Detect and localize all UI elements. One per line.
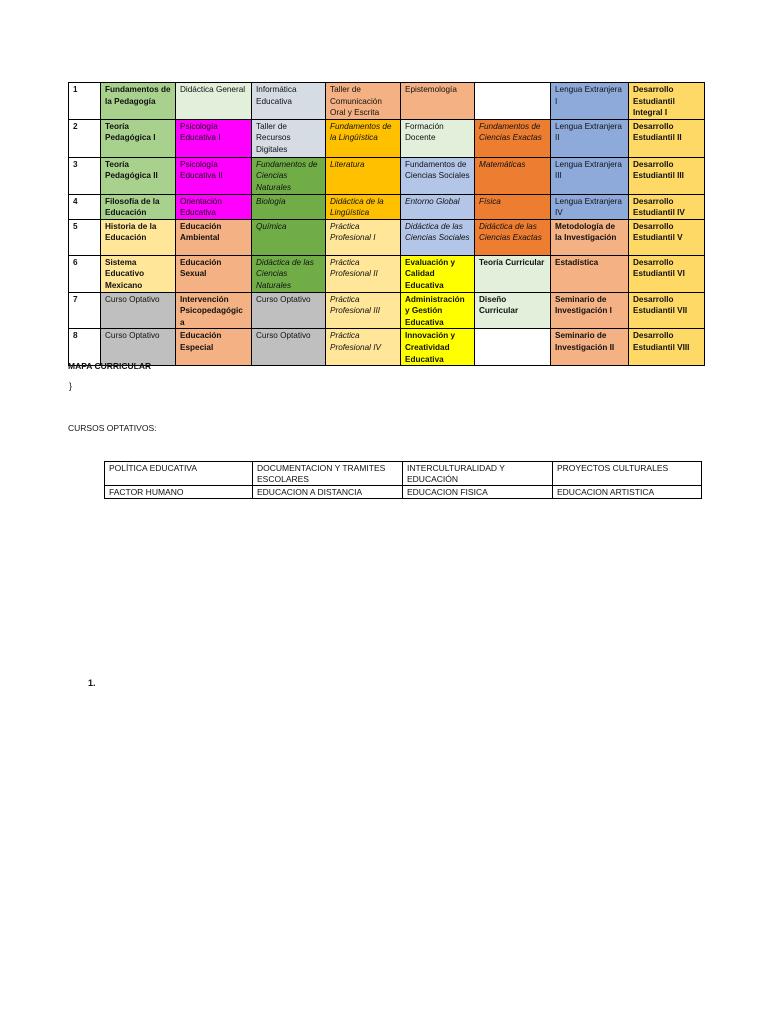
course-cell: Práctica Profesional IV [326, 329, 401, 366]
course-cell: Curso Optativo [101, 329, 176, 366]
course-cell: Química [252, 219, 326, 255]
course-cell: Epistemología [401, 83, 475, 120]
course-cell: Orientación Educativa [176, 194, 252, 219]
course-cell: Lengua Extranjera I [551, 83, 629, 120]
optional-course: PROYECTOS CULTURALES [553, 462, 702, 486]
course-cell: Práctica Profesional III [326, 292, 401, 329]
curriculum-row [69, 292, 705, 329]
course-cell: Curso Optativo [101, 292, 176, 329]
course-cell: Diseño Curricular [475, 292, 551, 329]
course-cell: Fundamentos de Ciencias Exactas [475, 119, 551, 157]
course-cell: Lengua Extranjera IV [551, 194, 629, 219]
semester-number: 8 [69, 329, 101, 366]
course-cell: Educación Ambiental [176, 219, 252, 255]
course-cell: Física [475, 194, 551, 219]
course-cell: Innovación y Creatividad Educativa [401, 329, 475, 366]
course-cell: Formación Docente [401, 119, 475, 157]
course-cell: Lengua Extranjera II [551, 119, 629, 157]
semester-number: 1 [69, 83, 101, 120]
optional-courses-label: CURSOS OPTATIVOS: [68, 423, 157, 433]
optional-courses-table [104, 461, 702, 499]
course-cell: Curso Optativo [252, 292, 326, 329]
course-cell: Teoría Pedagógica II [101, 157, 176, 194]
course-cell: Fundamentos de la Lingüística [326, 119, 401, 157]
course-cell: Psicología Educativa I [176, 119, 252, 157]
course-cell: Desarrollo Estudiantil VI [629, 255, 705, 292]
course-cell: Teoría Curricular [475, 255, 551, 292]
course-cell: Fundamentos de Ciencias Sociales [401, 157, 475, 194]
curriculum-row [69, 219, 705, 255]
course-cell: Educación Especial [176, 329, 252, 366]
optional-row [105, 462, 702, 486]
course-cell: Filosofía de la Educación [101, 194, 176, 219]
curriculum-row [69, 329, 705, 366]
course-cell: Práctica Profesional II [326, 255, 401, 292]
course-cell: Desarrollo Estudiantil IV [629, 194, 705, 219]
course-cell: Taller de Recursos Digitales [252, 119, 326, 157]
course-cell: Entorno Global [401, 194, 475, 219]
course-cell: Seminario de Investigación I [551, 292, 629, 329]
semester-number: 4 [69, 194, 101, 219]
course-cell: Matemáticas [475, 157, 551, 194]
curriculum-table [68, 82, 705, 366]
course-cell [475, 329, 551, 366]
optional-course: EDUCACION ARTISTICA [553, 486, 702, 499]
course-cell: Administración y Gestión Educativa [401, 292, 475, 329]
optional-course: POLÍTICA EDUCATIVA [105, 462, 253, 486]
optional-course: FACTOR HUMANO [105, 486, 253, 499]
course-cell: Desarrollo Estudiantil VII [629, 292, 705, 329]
course-cell: Historia de la Educación [101, 219, 176, 255]
course-cell: Didáctica General [176, 83, 252, 120]
semester-number: 3 [69, 157, 101, 194]
course-cell: Didáctica de las Ciencias Naturales [252, 255, 326, 292]
course-cell: Educación Sexual [176, 255, 252, 292]
course-cell: Intervención Psicopedagógica [176, 292, 252, 329]
curriculum-row [69, 119, 705, 157]
course-cell: Fundamentos de la Pedagogía [101, 83, 176, 120]
curriculum-row [69, 83, 705, 120]
course-cell: Seminario de Investigación II [551, 329, 629, 366]
semester-number: 6 [69, 255, 101, 292]
course-cell: Psicología Educativa II [176, 157, 252, 194]
optional-course: INTERCULTURALIDAD Y EDUCACIÓN [403, 462, 553, 486]
course-cell: Desarrollo Estudiantil II [629, 119, 705, 157]
course-cell: Desarrollo Estudiantil Integral I [629, 83, 705, 120]
optional-course: EDUCACION FISICA [403, 486, 553, 499]
course-cell: Sistema Educativo Mexicano [101, 255, 176, 292]
semester-number: 5 [69, 219, 101, 255]
course-cell: Desarrollo Estudiantil V [629, 219, 705, 255]
course-cell: Informática Educativa [252, 83, 326, 120]
course-cell: Didáctica de la Lingüística [326, 194, 401, 219]
course-cell: Literatura [326, 157, 401, 194]
course-cell: Práctica Profesional I [326, 219, 401, 255]
course-cell: Desarrollo Estudiantil III [629, 157, 705, 194]
brace-text: } [69, 381, 73, 391]
course-cell: Curso Optativo [252, 329, 326, 366]
course-cell: Fundamentos de Ciencias Naturales [252, 157, 326, 194]
course-cell: Estadística [551, 255, 629, 292]
course-cell: Metodología de la Investigación [551, 219, 629, 255]
semester-number: 7 [69, 292, 101, 329]
course-cell [475, 83, 551, 120]
curriculum-row [69, 255, 705, 292]
semester-number: 2 [69, 119, 101, 157]
course-cell: Evaluación y Calidad Educativa [401, 255, 475, 292]
course-cell: Biología [252, 194, 326, 219]
course-cell: Lengua Extranjera III [551, 157, 629, 194]
map-label: MAPA CURRICULAR [68, 361, 152, 371]
course-cell: Taller de Comunicación Oral y Escrita [326, 83, 401, 120]
optional-row [105, 486, 702, 499]
curriculum-row [69, 194, 705, 219]
optional-course: DOCUMENTACION Y TRAMITES ESCOLARES [253, 462, 403, 486]
course-cell: Didáctica de las Ciencias Exactas [475, 219, 551, 255]
list-marker: 1. [88, 678, 96, 688]
optional-course: EDUCACION A DISTANCIA [253, 486, 403, 499]
curriculum-row [69, 157, 705, 194]
course-cell: Didáctica de las Ciencias Sociales [401, 219, 475, 255]
course-cell: Teoría Pedagógica I [101, 119, 176, 157]
course-cell: Desarrollo Estudiantil VIII [629, 329, 705, 366]
